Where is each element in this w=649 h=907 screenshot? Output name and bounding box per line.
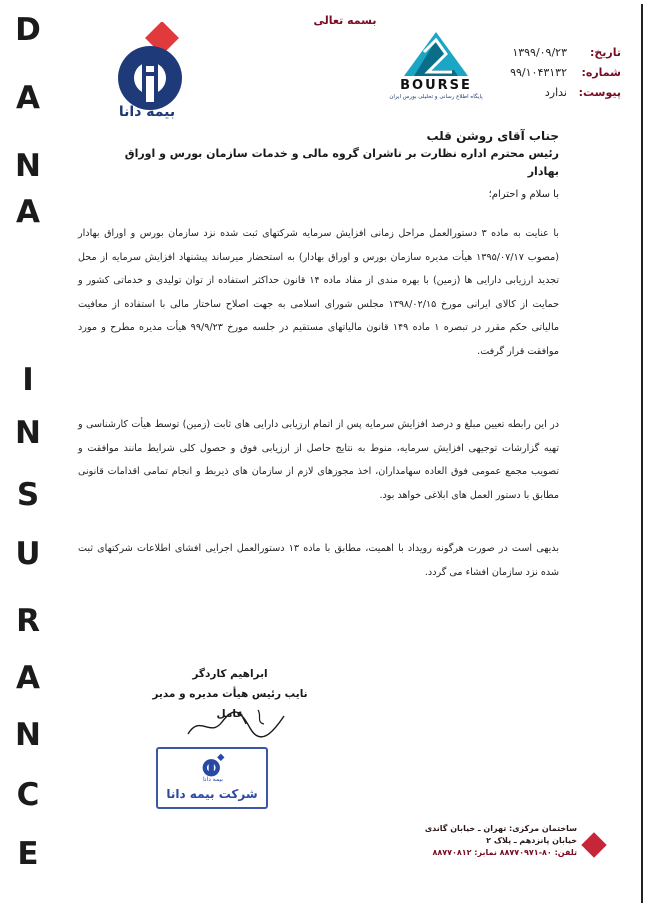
address-diamond-icon [581,832,606,857]
brand-letter: A [16,194,40,230]
brand-letter: N [15,415,41,451]
page-border-rule [641,4,643,903]
brand-letter: R [16,603,40,639]
date-label: تاریخ: [589,45,621,59]
date-value: ۱۳۹۹/۰۹/۲۳ [512,45,567,59]
brand-letter: N [15,717,41,753]
number-value: ۹۹/۱۰۴۳۱۳۲ [510,65,567,79]
brand-letter: I [22,362,34,398]
meta-row-number [501,62,621,82]
body-paragraph: با عنایت به ماده ۳ دستورالعمل مراحل زمانی افزایش سرمایه شرکتهای ثبت شده نزد سازمان بورس و اوراق بهادار (مصوب ۱۳۹۵/۰۷/۱۷ هیأت مدیره سازمان بورس و اوراق بهادار) به استحضار میرساند پیشنهاد افزایش سرمایه از محل تجدید ارزیابی دارایی ها (زمین) با بهره مندی از مفاد ماده ۱۴ قانون حداکثر استفاده از توان تولیدی و خدماتی کشور و حمایت از کالای ایرانی مورخ ۱۳۹۸/۰۲/۱۵ مجلس شورای اسلامی به جهت اصلاح ساختار مالی با استفاده از معافیت مالیاتی حکم مقرر در تبصره ۱ ماده ۱۴۹ قانون مالیاتهای مستقیم در جلسه مورخ ۹۹/۹/۲۳ هیأت مدیره مطرح و مورد موافقت قرار گرفت. [78,228,560,357]
basmala-header: بسمه تعالی [313,14,377,27]
address-line: خیابان پانزدهم ـ پلاک ۲ [486,836,577,845]
recipient-block [99,127,559,181]
brand-letter: A [16,80,40,116]
address-phone: تلفن: ۸۰-۸۸۷۷۰۹۷۱ نمابر: ۸۸۷۷۰۸۱۲ [432,848,577,857]
recipient-title: رئیس محترم اداره نظارت بر ناشران گروه مالی و خدمات سازمان بورس و اوراق بهادار [124,147,559,178]
recipient-name: جناب آقای روشن قلب [426,129,559,143]
body-paragraph: بدیهی است در صورت هرگونه رویداد با اهمیت، مطابق با ماده ۱۳ دستورالعمل اجرایی افشای اطلاعات شرکتهای ثبت شده نزد سازمان افشاء می گردد. [78,543,559,578]
brand-letter: U [15,536,41,572]
company-address [397,823,577,859]
attachment-label: پیوست: [578,85,621,99]
greeting: با سلام و احترام؛ [488,189,559,200]
dana-logo-caption: بیمه دانا [118,104,176,120]
brand-letter: S [16,477,40,513]
brand-letter: D [15,12,41,48]
brand-letter: E [17,836,39,872]
number-label: شماره: [581,65,621,79]
attachment-value: ندارد [544,85,567,99]
signatory-role: نایب رئیس هیأت مدیره و مدیر عامل [152,688,308,720]
meta-row-date [501,42,621,62]
stamp-mini-caption: بیمه دانا [203,776,223,783]
bourse-subtitle: پایگاه اطلاع رسانی و تحلیلی بورس ایران [389,94,483,100]
address-line: ساختمان مرکزی: تهران ـ خیابان گاندی [424,824,577,833]
vertical-brand-text [6,10,50,900]
body-paragraph: در این رابطه تعیین مبلغ و درصد افزایش سرمایه پس از اتمام ارزیابی دارایی های ثابت (زمین) توسط هیأت کارشناسی و تهیه گزارشات توجیهی افزایش سرمایه، منوط به نتایج حاصل از ارزیابی فوق و حصول کلی شرایط مانند موافقت و تصویب مجمع عمومی فوق العاده سهامداران، اخذ مجوزهای لازم از سازمان های ذیربط و انجام تمامی اقدامات قانونی مطابق با دستور العمل های ابلاغی خواهد بود. [78,419,559,501]
bourse-wordmark: BOURSE [400,78,472,93]
stamp-text: شرکت بیمه دانا [166,787,258,801]
handwritten-signature [180,704,290,744]
brand-letter: N [15,148,41,184]
meta-row-attachment [501,82,621,102]
brand-letter: C [16,777,40,813]
signatory-name: ابراهیم کاردگر [192,668,268,680]
letter-meta [501,42,621,102]
brand-letter: A [16,660,40,696]
